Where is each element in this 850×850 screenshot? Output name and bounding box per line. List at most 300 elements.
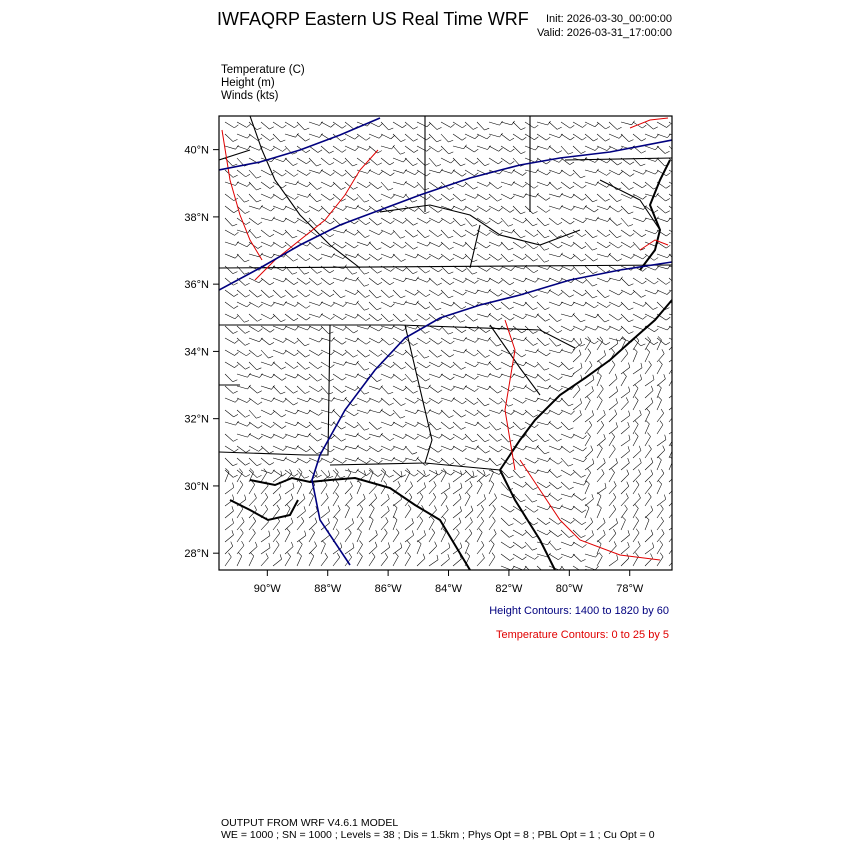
wind-barb [669,182,678,188]
wind-barb [669,355,678,362]
wind-barb-flag [658,456,662,460]
wind-barb-flag [342,390,346,393]
wind-barb-flag [305,531,306,536]
wind-barb [573,354,581,362]
wind-barb-flag [257,319,261,321]
wind-barb [621,498,628,506]
wind-barb [321,398,332,401]
wind-barb-flag [247,399,251,402]
wind-barb-flag [233,224,238,226]
wind-barb-flag [388,506,390,511]
wind-barb-flag [317,200,322,202]
wind-barb [633,326,643,330]
wind-barb-flag [676,398,678,403]
wind-barb [465,146,474,152]
wind-barb [429,218,439,223]
wind-barb-flag [557,487,561,489]
wind-barb [261,398,271,401]
wind-barb-flag [627,482,629,487]
wind-barb-flag [619,327,623,330]
wind-barb-flag [582,197,586,200]
wind-barb-flag [556,344,561,346]
wind-barb-flag [330,365,334,368]
wind-barb [429,278,437,285]
wind-barb-flag [651,506,653,511]
wind-barb-flag [233,283,237,285]
wind-barb-flag [486,257,490,260]
wind-barb-flag [234,125,238,128]
wind-barb [537,278,547,282]
wind-barb [453,488,462,494]
wind-barb [513,122,521,130]
wind-barb [465,410,474,416]
wind-barb [309,434,317,441]
wind-barb-flag [389,295,394,297]
wind-barb [597,556,602,566]
wind-barb [321,254,331,257]
wind-barb-flag [291,494,293,499]
wind-barb-flag [330,234,334,237]
wind-barb [657,545,663,554]
wind-barb-flag [605,320,610,322]
wind-barb [465,458,475,463]
wind-barb-flag [641,363,642,368]
wind-barb [441,386,451,390]
wind-barb-flag [583,458,586,462]
wind-barb [549,122,557,129]
wind-barb-flag [591,446,593,451]
wind-barb-flag [654,258,658,261]
wind-barb [441,374,450,380]
wind-barb [417,422,427,427]
wind-barb [549,518,558,524]
wind-barb-flag [365,355,369,357]
wind-barb [273,338,283,343]
wind-barb [249,218,258,225]
wind-barb [249,326,258,332]
wind-barb-flag [457,529,460,533]
wind-barb [393,476,402,482]
wind-barb-flag [629,212,634,214]
wind-barb [501,290,510,296]
wind-barb [285,290,293,297]
wind-barb-flag [642,234,646,237]
wind-barb [237,374,248,377]
wind-barb [573,314,581,322]
wind-barb-flag [388,542,389,547]
wind-barb-flag [355,291,359,294]
wind-barb-flag [522,330,526,333]
wind-barb-flag [342,377,346,380]
wind-barb-flag [425,379,429,381]
wind-barb-flag [560,505,563,509]
wind-barb [309,158,317,166]
wind-barb-flag [234,414,238,417]
wind-barb [237,556,242,566]
wind-barb-flag [413,272,418,274]
wind-barb [357,146,367,150]
wind-barb-flag [533,440,538,442]
wind-barb-flag [377,427,381,429]
wind-barb-flag [449,296,454,298]
wind-barb-flag [498,293,502,296]
wind-barb [585,122,595,127]
wind-barb-flag [364,200,369,202]
wind-barb-flag [571,520,575,523]
wind-barb [525,386,534,392]
wind-barb-flag [449,272,454,274]
wind-barb [597,544,601,554]
wind-barb [357,499,365,506]
wind-barb [453,122,462,128]
wind-barb-flag [630,233,634,236]
wind-barb [345,533,351,542]
wind-barb [285,522,293,530]
wind-barb-flag [348,529,351,533]
wind-barb-flag [655,290,658,294]
wind-barb [621,520,625,530]
wind-barb-flag [649,361,652,365]
wind-barb-flag [451,316,455,319]
wind-barb-flag [247,124,251,127]
wind-barb-flag [281,140,286,142]
wind-barb-flag [233,139,238,141]
wind-barb [225,535,233,542]
wind-barb-flag [305,391,310,393]
wind-barb-flag [470,481,472,485]
wind-barb-flag [372,553,375,557]
wind-barb-flag [317,439,321,441]
wind-barb-flag [509,260,514,262]
wind-barb-flag [366,341,370,344]
wind-barb-flag [614,541,616,545]
wind-barb [609,134,619,138]
field-temperature-label: Temperature (C) [221,64,305,76]
wind-barb-flag [613,529,615,533]
wind-barb [333,520,338,530]
wind-barb-flag [470,517,472,521]
wind-barb-flag [581,363,582,368]
wind-barb-flag [510,545,514,548]
wind-barb-flag [592,530,594,535]
wind-barb-flag [605,199,609,201]
wind-barb [369,520,373,530]
wind-barb-flag [271,303,274,307]
wind-barb-flag [496,428,501,430]
wind-barb [513,182,523,187]
wind-barb-flag [350,493,352,497]
wind-barb [477,134,487,139]
wind-barb [597,290,605,298]
wind-barb [429,533,435,542]
wind-barb-flag [581,320,586,322]
wind-barb-flag [258,354,262,356]
wind-barb-flag [245,331,249,333]
wind-barb-flag [389,320,394,322]
wind-barb-flag [425,236,430,238]
wind-barb-flag [256,176,261,178]
wind-barb [501,362,511,367]
wind-barb [573,182,582,188]
wind-barb-flag [626,397,628,401]
wind-barb [525,554,535,559]
wind-barb [261,170,271,175]
wind-barb [333,362,343,365]
wind-barb [261,446,269,453]
wind-barb [453,446,463,451]
wind-barb [333,458,343,463]
wind-barb [657,254,667,258]
wind-barb [585,353,591,362]
wind-barb [645,146,655,150]
wind-barb [633,436,638,446]
wind-barb-flag [498,318,502,321]
wind-barb-flag [595,314,598,318]
wind-barb-flag [426,341,430,344]
wind-barb [381,146,392,149]
wind-barb [261,362,271,366]
wind-barb-flag [630,174,634,177]
wind-barb-flag [253,529,256,533]
wind-barb-flag [492,553,495,557]
wind-barb [297,511,306,518]
wind-barb-flag [342,173,346,176]
wind-barb [621,326,629,334]
wind-barb-flag [583,327,587,330]
wind-barb-flag [232,506,234,511]
lon-tick-label: 82°W [495,583,523,595]
wind-barb-flag [491,541,494,545]
wind-barb-flag [534,270,538,273]
wind-barb-flag [598,504,602,508]
wind-barb-flag [486,330,490,333]
wind-barb-flag [623,373,626,377]
wind-barb-flag [367,460,371,463]
wind-barb [609,122,617,129]
wind-barb [453,511,462,518]
wind-barb-flag [509,535,513,537]
wind-barb [573,566,582,572]
wind-barb-flag [283,326,286,330]
wind-barb [597,122,606,129]
wind-barb-flag [546,485,550,488]
wind-barb-flag [420,493,423,497]
wind-barb [273,476,282,482]
wind-barb-flag [613,505,616,509]
wind-barb [621,134,629,142]
wind-barb [273,146,283,151]
wind-barb-flag [343,303,347,306]
wind-barb [609,473,615,482]
wind-barb [537,266,547,269]
wind-barb-flag [415,292,419,295]
wind-barb-flag [619,303,623,306]
wind-barb [249,230,256,238]
wind-barb-flag [379,340,383,343]
wind-barb [405,386,413,393]
wind-barb-flag [677,260,682,262]
wind-barb [537,218,545,226]
wind-barb [561,434,571,438]
wind-barb-flag [674,338,676,343]
wind-barb [369,254,378,260]
wind-barb [237,458,245,465]
wind-barb-flag [282,173,286,176]
wind-barb-flag [412,200,417,202]
wind-barb-flag [449,187,453,189]
wind-barb [309,386,318,392]
wind-barb [285,532,290,542]
wind-barb-flag [244,200,249,202]
wind-barb [345,134,355,139]
wind-barb-flag [636,481,639,485]
wind-barb-flag [599,445,602,449]
wind-barb [321,557,328,566]
wind-barb-flag [259,304,263,307]
wind-barb-flag [377,223,381,225]
wind-barb [669,524,678,530]
wind-barb-flag [620,337,623,341]
wind-barb-flag [433,493,436,497]
wind-barb-flag [590,361,592,365]
wind-barb-flag [497,391,501,393]
wind-barb [297,338,305,346]
wind-barb-flag [485,404,490,406]
wind-barb-flag [412,380,417,382]
wind-barb-flag [548,385,551,389]
wind-barb [477,532,482,542]
wind-barb [237,170,246,177]
wind-barb [309,170,319,173]
wind-barb-flag [306,258,310,261]
wind-barb [273,362,281,369]
wind-barb [453,374,463,378]
wind-barb [489,158,498,164]
wind-barb [537,254,544,262]
wind-barb [609,230,617,238]
wind-barb-flag [647,433,650,437]
wind-barb [453,218,461,226]
wind-barb-flag [592,494,594,499]
wind-barb [561,122,570,128]
wind-barb-flag [616,458,618,463]
wind-barb-flag [233,331,238,333]
wind-barb [453,194,461,201]
wind-barb [501,542,510,548]
wind-barb [477,242,486,248]
wind-barb-flag [662,529,664,533]
wind-barb-flag [378,474,382,477]
wind-barb-flag [629,411,630,416]
wind-barb-flag [391,195,395,199]
wind-barb-flag [474,402,478,405]
wind-barb-flag [534,510,538,513]
wind-barb-flag [403,435,407,438]
wind-barb-flag [366,318,370,321]
wind-barb [489,314,498,321]
wind-barb [441,548,450,554]
wind-barb-flag [522,257,526,260]
wind-barb [405,458,416,461]
wind-barb-flag [655,267,658,271]
wind-barb-flag [581,176,586,178]
wind-barb-flag [295,196,299,199]
wind-barb [597,415,605,422]
wind-barb-flag [581,535,586,537]
wind-barb [585,380,594,386]
wind-barb [669,428,678,434]
wind-barb-flag [294,174,298,177]
wind-barb-flag [254,493,256,497]
wind-barb-flag [579,350,581,355]
wind-barb-flag [306,210,310,212]
wind-barb-flag [368,325,371,329]
wind-barb [261,290,269,297]
wind-barb-flag [281,367,285,369]
wind-barb-flag [535,364,539,367]
wind-barb-flag [258,222,262,225]
wind-barb [513,242,522,248]
wind-barb [321,206,329,214]
wind-barb [669,266,679,269]
wind-barb-flag [533,212,538,214]
wind-barb-flag [606,342,610,345]
wind-barb [429,422,437,430]
wind-barb [609,314,618,320]
wind-barb [273,533,280,542]
wind-barb [453,410,461,417]
wind-barb [561,446,570,453]
wind-barb-flag [360,505,363,509]
wind-barb-flag [258,402,262,405]
wind-barb-flag [523,532,527,535]
wind-barb [429,242,439,247]
wind-barb [585,391,593,398]
wind-barb [285,386,293,393]
wind-barb-flag [245,415,249,417]
wind-barb-flag [271,316,275,319]
wind-barb-flag [666,233,670,236]
wind-barb-flag [295,303,299,307]
wind-barb-flag [352,272,357,274]
wind-barb [561,530,569,538]
wind-barb [489,422,496,430]
wind-barb-flag [235,340,239,343]
wind-barb-flag [679,340,683,343]
wind-barb-flag [571,554,574,558]
wind-barb [597,266,606,273]
wind-barb [657,278,666,284]
wind-barb [357,362,364,370]
wind-barb [333,230,344,233]
wind-barb [333,497,339,506]
wind-barb [621,170,630,176]
wind-barb-flag [245,260,250,262]
wind-barb [381,434,390,441]
wind-barb [429,520,434,530]
wind-barb [525,278,535,282]
wind-barb [453,499,461,506]
wind-barb-flag [523,484,527,487]
wind-barb [381,511,389,518]
wind-barb [261,350,268,358]
wind-barb [465,544,469,554]
wind-barb-flag [233,272,238,274]
wind-barb-flag [523,220,527,223]
wind-barb [585,254,593,261]
wind-barb [477,458,487,462]
wind-barb-flag [461,199,465,201]
